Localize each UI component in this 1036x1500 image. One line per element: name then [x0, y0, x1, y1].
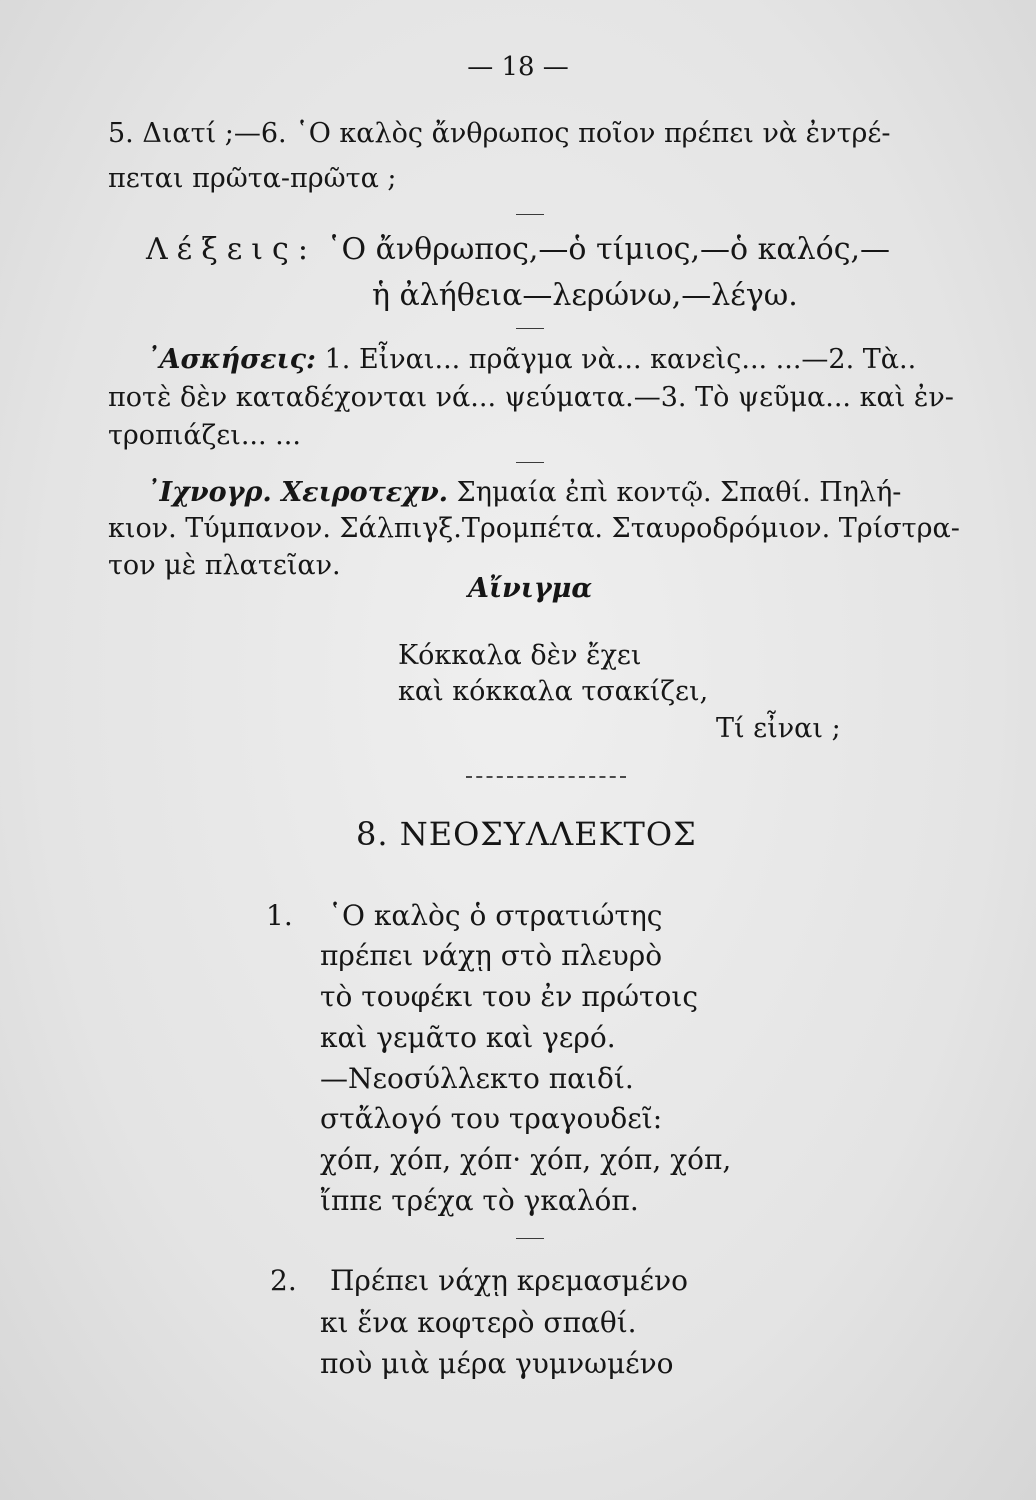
riddle-question: Τί εἶναι ; [716, 713, 841, 744]
riddle-line-2: καὶ κόκκαλα τσακίζει, [398, 676, 709, 707]
words-line-2: ἡ ἀλήθεια—λερώνω,—λέγω. [372, 278, 798, 313]
poem-line: χόπ, χόπ, χόπ· χόπ, χόπ, χόπ, [320, 1143, 732, 1176]
drawing-label: ᾿Ιχνογρ. Χειροτεχν. [146, 477, 449, 508]
separator-dash [516, 328, 544, 329]
separator-dash [516, 214, 544, 215]
exercises-label: ᾿Ασκήσεις: [146, 344, 317, 375]
poem-line: στἄλογό του τραγουδεῖ: [320, 1102, 663, 1135]
poem-line: καὶ γεμᾶτο καὶ γερό. [320, 1021, 616, 1054]
poem-line: —Νεοσύλλεκτο παιδί. [320, 1062, 634, 1095]
drawing-line-1 [146, 477, 901, 508]
poem-line: ποὺ μιὰ μέρα γυμνωμένο [320, 1347, 674, 1380]
words-line-1 [146, 232, 890, 267]
words-text-1: ῾Ο ἄνθρωπος,—ὁ τίμιος,—ὁ καλός,— [326, 232, 891, 267]
poem-line: πρέπει νάχῃ στὸ πλευρὸ [320, 939, 663, 972]
separator-dash [516, 1238, 544, 1239]
stanza-2-number: 2. [270, 1264, 297, 1297]
chapter-title: 8. ΝΕΟΣΥΛΛΕΚΤΟΣ [356, 815, 697, 853]
exercises-text-1: 1. Εἶναι... πρᾶγμα νὰ... κανεὶς... ...—2. Τὰ.. [324, 344, 917, 375]
poem-line: κι ἕνα κοφτερὸ σπαθί. [320, 1306, 637, 1339]
poem-line: τὸ τουφέκι του ἐν πρώτοις [320, 980, 699, 1013]
exercises-line-1 [146, 344, 916, 375]
riddle-title: Αἴνιγμα [468, 573, 593, 604]
riddle-line-1: Κόκκαλα δὲν ἔχει [398, 640, 642, 671]
drawing-text-1: Σημαία ἐπὶ κοντῷ. Σπαθί. Πηλή- [456, 477, 902, 508]
stanza-1-number: 1. [266, 899, 293, 932]
separator-dash [516, 462, 544, 463]
exercises-line-2: ποτὲ δὲν καταδέχονται νά... ψεύματα.—3. Τὸ ψεῦμα... καὶ ἐν- [108, 382, 954, 413]
questions-line-1: 5. Διατί ;—6. ῾Ο καλὸς ἄνθρωπος ποῖον πρέπει νὰ ἐντρέ- [108, 118, 891, 149]
drawing-line-2: κιον. Τύμπανον. Σάλπιγξ.Τρομπέτα. Σταυροδρόμιον. Τρίστρα- [108, 513, 960, 544]
exercises-line-3: τροπιάζει... ... [108, 420, 301, 451]
words-label: Λέξεις: [146, 232, 317, 267]
questions-line-2: πεται πρῶτα-πρῶτα ; [108, 163, 397, 194]
poem-line: ἴππε τρέχα τὸ γκαλόπ. [320, 1184, 639, 1217]
poem-line: ῾Ο καλὸς ὁ στρατιώτης [328, 899, 663, 932]
page-number: — 18 — [467, 52, 569, 82]
drawing-line-3: τον μὲ πλατεῖαν. [108, 550, 341, 581]
poem-line: Πρέπει νάχῃ κρεμασμένο [330, 1264, 689, 1297]
section-rule [466, 776, 626, 778]
